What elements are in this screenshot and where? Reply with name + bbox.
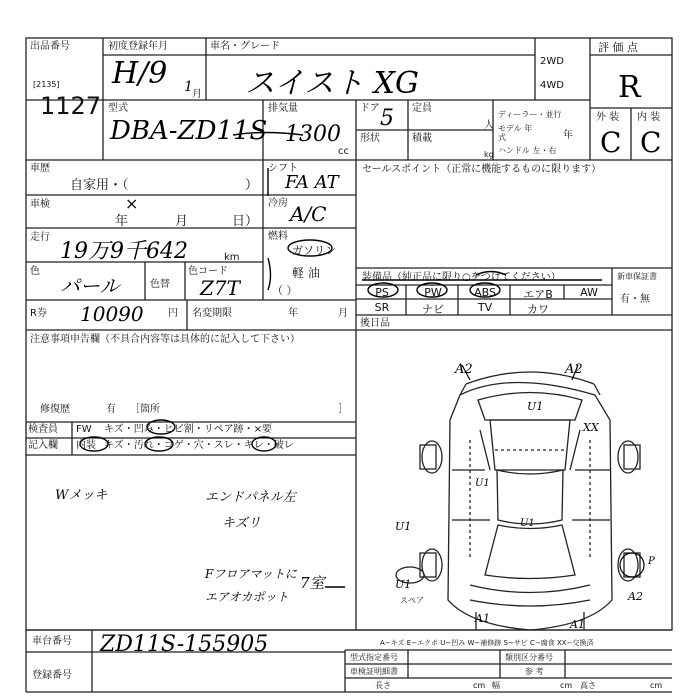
name-change-label: 名変期限 [192, 308, 232, 319]
repair-close: ］ [338, 404, 348, 415]
inspector-row2: キズ・汚れ・コゲ・穴・スレ・キレ・破レ [104, 440, 294, 451]
color-swap-label: 色替 [150, 279, 170, 290]
spare-label: スペア [400, 596, 424, 605]
name-change-month: 月 [338, 308, 348, 319]
color-label: 色 [30, 266, 40, 277]
car-name-label: 車名・グレード [210, 41, 280, 52]
equipment-label: 装備品（純正品に限り○をつけてください） [362, 272, 561, 283]
fuel-gasoline: ガソリン [292, 244, 336, 257]
inspector-comment-3: キズリ [222, 516, 261, 531]
load-label: 積載 [412, 133, 432, 144]
inspector-row1: キズ・凹み・ヒビ割・リペア跡・×要 [104, 424, 272, 435]
equip-aw: AW [580, 286, 598, 299]
color-code-value: Z7T [200, 276, 240, 300]
inspection-mark: × [125, 194, 139, 213]
warranty-label: 新車保証書 [617, 272, 657, 281]
drive-4wd: 4WD [540, 80, 564, 91]
lot-code: [2135] [33, 80, 60, 89]
fuel-diesel: 軽 油 [292, 266, 320, 280]
ac-value: A/C [290, 202, 327, 226]
model-year-label: モデル 年式 [498, 124, 533, 142]
color-code-label: 色コード [188, 266, 228, 277]
diagram-mark-xx: XX [583, 421, 599, 434]
shift-label: シフト [268, 163, 298, 174]
model-label: 型式 [108, 103, 128, 114]
diagram-mark-front-right: A2 [565, 362, 583, 377]
diagram-mark-front-left: A2 [455, 362, 473, 377]
chassis-label: 車台番号 [32, 636, 72, 647]
history-paren: ） [245, 178, 259, 193]
diagram-mark-left-door: U1 [395, 520, 412, 533]
car-name-value: スイスト XG [245, 66, 419, 101]
equip-sr: SR [374, 301, 390, 314]
cc-unit: cc [338, 146, 349, 157]
lot-label: 出品番号 [30, 41, 70, 52]
selling-point-label: セールスポイント（正常に機能するものに限ります） [362, 164, 602, 175]
diagram-mark-right-rear: A2 [628, 590, 643, 603]
rating-value: R [618, 70, 641, 105]
inspector-label: 検査員 [28, 424, 58, 435]
width-label: 幅 [492, 681, 500, 690]
shape-label: 形状 [360, 133, 380, 144]
displacement-value: 1300 [285, 122, 341, 147]
inspector-comment-4: Fフロアマットに [205, 567, 297, 581]
rear-items-label: 後日品 [360, 318, 390, 329]
diagram-mark-rear-right: A1 [570, 618, 585, 631]
equip-navi: ナビ [422, 303, 444, 316]
inspector-comment-2: エンドパネル左 [205, 490, 296, 505]
height-cm: cm [650, 681, 663, 690]
year-unit: 年 [563, 130, 573, 141]
exterior-label: 外 装 [596, 112, 620, 123]
first-registration-month: 1 [184, 79, 193, 95]
km-unit: km [224, 252, 240, 263]
reference-label: 参 考 [525, 667, 544, 676]
equip-leather: カワ [527, 303, 549, 316]
class-number-label: 類別区分番号 [505, 653, 553, 662]
inspector-record-label: 記入欄 [28, 440, 58, 451]
month-unit: 月 [192, 89, 202, 100]
shift-value: FA AT [285, 172, 339, 193]
history-value: 自家用・（ [70, 178, 129, 193]
diagram-mark-left-rear: U1 [395, 578, 412, 591]
fuel-label: 燃料 [268, 231, 288, 242]
type-designation-label: 型式指定番号 [350, 653, 398, 662]
car-diagram [396, 372, 640, 630]
fuel-other: （ ） [272, 284, 298, 297]
mileage-label: 走行 [30, 232, 50, 243]
name-change-year: 年 [288, 308, 298, 319]
inspector-comment-5: エアオカポット [205, 590, 289, 604]
inspector-comment-1: Wメッキ [55, 488, 108, 503]
equip-tv: TV [477, 301, 493, 314]
repair-label: 修復歴 [40, 404, 70, 415]
handle-label: ハンドル 左・右 [498, 146, 557, 155]
width-cm: cm [560, 681, 573, 690]
equip-ps: PS [375, 286, 389, 299]
inspection-year: 年 [115, 214, 129, 229]
registration-label: 登録番号 [32, 670, 72, 681]
interior-value: C [640, 126, 662, 159]
yen-unit: 円 [168, 308, 178, 319]
rating-label: 評 価 点 [598, 41, 638, 54]
drive-2wd: 2WD [540, 56, 564, 67]
equip-abs: ABS [474, 286, 496, 299]
history-label: 車歴 [30, 163, 50, 174]
kg-unit: kg [484, 150, 494, 159]
length-label: 長さ [375, 681, 391, 690]
repair-value: 有 [106, 404, 116, 415]
diagram-mark-right-wheel: P [648, 556, 655, 567]
notes-label: 注意事項申告欄（不具合内容等は具体的に記入して下さい） [30, 334, 300, 345]
inspection-day: 日） [232, 214, 259, 229]
capacity-label: 定員 [412, 103, 432, 114]
inspection-month: 月 [175, 214, 189, 229]
certificate-label: 車検証明細書 [350, 667, 398, 676]
first-registration-label: 初度登録年月 [108, 41, 168, 52]
diagram-mark-hood: U1 [527, 400, 544, 413]
interior-label: 内 装 [637, 112, 661, 123]
recycle-label: R券 [30, 308, 47, 319]
damage-legend: A−キズ E−エクボ U−凹み W−補修跡 S−サビ C−腐食 XX−交換済 [380, 639, 594, 647]
repair-place: ［箇所 [130, 404, 160, 415]
recycle-value: 10090 [80, 302, 144, 326]
chassis-value: ZD11S-155905 [100, 632, 269, 657]
diagram-mark-roof: U1 [520, 518, 535, 529]
length-cm: cm [473, 681, 486, 690]
ac-label: 冷房 [268, 198, 288, 209]
diagram-mark-left-front-door: U1 [475, 478, 490, 489]
color-value: パール [60, 274, 120, 298]
equip-pw: PW [424, 286, 442, 299]
inspector-comment-6: 7室 [300, 574, 325, 592]
height-label: 高さ [580, 681, 596, 690]
doors-value: 5 [380, 106, 394, 131]
mileage-value: 19万9千642 [60, 239, 188, 264]
warranty-value: 有・無 [620, 294, 650, 305]
diagram-mark-rear-left: A1 [475, 612, 490, 625]
capacity-unit: 人 [484, 120, 494, 131]
displacement-label: 排気量 [268, 103, 298, 114]
lot-number: 1127 [40, 92, 102, 120]
equip-airbag: エアB [523, 288, 553, 301]
exterior-value: C [600, 126, 622, 159]
model-value: DBA-ZD11S [110, 116, 268, 146]
inspector-fw: FW [76, 424, 92, 435]
dealer-label: ディーラー・並行 [498, 110, 562, 119]
first-registration-value: H/9 [112, 56, 168, 91]
inspector-interior: 内装 [76, 440, 96, 451]
inspection-label: 車検 [30, 199, 50, 210]
doors-label: ドア [360, 103, 380, 114]
